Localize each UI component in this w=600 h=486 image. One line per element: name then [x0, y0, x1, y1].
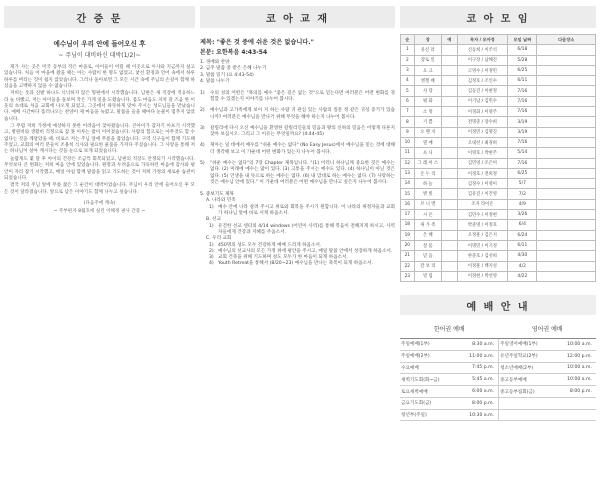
group-leader: 이영호 / 박현주	[457, 148, 508, 158]
group-date: 7/16	[508, 137, 537, 147]
english-service-name: 유년주일학교(2부)	[499, 350, 555, 362]
group-dot-cell	[441, 127, 457, 137]
group-row	[401, 240, 596, 250]
prayer-category: B. 선교	[206, 217, 221, 223]
study-question	[200, 91, 395, 104]
group-date: 6/11	[508, 76, 537, 86]
group-date: 3/19	[508, 127, 537, 137]
group-date: 6/18	[508, 45, 537, 55]
korean-service-time: 8:30 a.m.	[456, 339, 498, 351]
prayer-item	[200, 224, 395, 237]
group-leader: 이정훈 / 백지성	[457, 261, 508, 271]
study-header: 코 아 교 재	[200, 6, 395, 28]
korean-service-name: 청년부(주일)	[400, 409, 456, 421]
english-service-time: 8:00 p.m.	[554, 386, 596, 398]
prayer-text: 교회 건축을 위해 기도하며 성도 모두가 한 마음이 되게 하옵소서.	[218, 255, 348, 261]
group-next-place	[537, 240, 596, 250]
group-row	[401, 148, 596, 158]
worship-row	[400, 362, 596, 374]
group-number: 7	[401, 107, 415, 117]
group-date: 4/30	[508, 251, 537, 261]
group-leader: 이구장 / 남해진	[457, 55, 508, 65]
korean-service-name: 새벽기도회(화~금)	[400, 374, 456, 386]
group-next-place	[537, 230, 596, 240]
group-next-place	[537, 107, 596, 117]
col-header-next: 다음장소	[537, 35, 596, 45]
korean-service-time: 8:00 p.m.	[456, 397, 498, 409]
group-dot-cell	[441, 117, 457, 127]
group-row	[401, 65, 596, 75]
group-next-place	[537, 261, 596, 271]
study-passage: 본문: 요한복음 4:43-54	[200, 49, 268, 56]
group-leader: 고영수 / 이정민	[457, 65, 508, 75]
english-service-title: 영어권 예배	[499, 324, 596, 339]
group-date: 3/19	[508, 117, 537, 127]
group-next-place	[537, 117, 596, 127]
group-number: 4	[401, 76, 415, 86]
group-number: 3	[401, 65, 415, 75]
group-name: 시 온	[414, 210, 441, 220]
group-number: 9	[401, 127, 415, 137]
group-date: 4/2	[508, 261, 537, 271]
group-number: 21	[401, 251, 415, 261]
col-header-dot: 예	[441, 35, 457, 45]
prayer-text: 유진한 선교 센터의 4/14 windows (어린이 사역)를 통해 복음이 전해지게 하시고, 사역자들에게 건강과 지혜를 주옵소서.	[218, 223, 395, 235]
group-leader: 김민수 / 이정현	[457, 210, 508, 220]
continued-note: (다음주에 계속)	[83, 200, 116, 206]
group-number: 14	[401, 179, 415, 189]
group-leader: 김동진 / 이현정	[457, 86, 508, 96]
testimony-column	[4, 6, 195, 214]
study-section-item: 3. 말씀 읽기 (요 4:43-54)	[200, 72, 254, 78]
group-dot-cell	[441, 271, 457, 281]
prayer-item	[200, 261, 395, 267]
group-row	[401, 117, 596, 127]
group-dot-cell	[441, 76, 457, 86]
worship-row	[400, 339, 596, 351]
group-leader: 이명민 / 이기정	[457, 240, 508, 250]
col-header-leader: 목자 / 모아정	[457, 35, 508, 45]
english-service-name: 주일영어예배(1부)	[499, 339, 555, 351]
korean-service-time: 7:45 p.m.	[456, 362, 498, 374]
group-next-place	[537, 148, 596, 158]
testimony-paragraph: 그 무렵 저희 가정에 예상하지 못한 어려움이 찾아왔습니다. 큰아이가 갑자기 아프기 시작했고, 병원비와 생활비 걱정으로 잠 못 이루는 밤이 이어졌습니다. 사람의 힘으로는 아무것도 할 수 없다는 것을 깨달았을 때, 비로소 저는 주님 앞에 무릎을 꿇었습니다. 구역 식구들이 함께 기도해 주었고, 교회의 여러 분들이 조용히 식사와 필요한 물품을 가져다 주셨습니다. 그 사랑을 통해 저는 하나님이 살아 계시다는 것을 눈으로 보게 되었습니다.	[4, 124, 195, 155]
group-dot-cell	[441, 45, 457, 55]
prayer-number: 3)	[209, 255, 214, 261]
group-name: 엔젤 메	[414, 76, 441, 86]
group-dot-cell	[441, 158, 457, 168]
worship-row	[400, 397, 596, 409]
group-next-place	[537, 45, 596, 55]
group-row	[401, 86, 596, 96]
testimony-paragraph: 놀랍게도 몇 달 후 아이의 건강은 조금씩 회복되었고, 남편의 직장도 안정되기 시작했습니다. 무엇보다 큰 변화는 저희 마음 안에 있었습니다. 원망과 두려움으로 가득하던 마음에 감사와 평안이 자리 잡기 시작했고, 매일 아침 함께 말씀을 읽고 기도하는 것이 저희 가정의 새로운 습관이 되었습니다.	[4, 156, 195, 181]
group-leader: 김유진 / 이건영	[457, 189, 508, 199]
worship-row	[400, 409, 596, 421]
group-dot-cell	[441, 137, 457, 147]
group-leader: 김민영 / 조은미	[457, 158, 508, 168]
group-row	[401, 107, 596, 117]
group-number: 10	[401, 137, 415, 147]
worship-row	[400, 374, 596, 386]
group-leader: 박준영 / 이정호	[457, 220, 508, 230]
group-row	[401, 158, 596, 168]
group-leader: 이정현 / 박선영	[457, 271, 508, 281]
english-service-name	[499, 409, 555, 421]
group-name: 소 망	[414, 107, 441, 117]
group-leader: 조지 라이온	[457, 199, 508, 209]
col-header-date: 모임 날짜	[508, 35, 537, 45]
group-dot-cell	[441, 148, 457, 158]
group-name: 별 빛	[414, 189, 441, 199]
group-leader: 신동희 / 이주석	[457, 45, 508, 55]
group-number: 6	[401, 96, 415, 106]
group-date: 6/24	[508, 230, 537, 240]
question-text: "쉬운 예수는 없다"의 7장 Chapter 제목입니다. "(1) 이러니 하나님께 중요한 것은 예수는 없다. (2) 미래에 예수는 많이 있다. (3) 고통을 주시는 예수도 있다. (4) 하나님이 아닌 것은 없다. (5) 인생을 내 뜻으로 하는 예수는 없다. (6) 내 맘대로 하는 예수는 없다. (7) 사랑하는 것은 예수님 안에 있다." 이 가운데 여러분은 어떤 예수님을 만나고 싶은지 나누어 봅시다.	[210, 161, 395, 185]
english-service-name: 중고등부집회(금)	[499, 386, 555, 398]
group-row	[401, 199, 596, 209]
group-leader: 이기남 / 김민수	[457, 96, 508, 106]
group-name: 유신 라	[414, 45, 441, 55]
group-row	[401, 271, 596, 281]
group-leader: 이정민 / 김명진	[457, 127, 508, 137]
group-row	[401, 220, 596, 230]
testimony-title: 예수님이 우리 안에 들어오신 후	[53, 40, 146, 48]
group-row	[401, 230, 596, 240]
group-row	[401, 76, 596, 86]
prayer-item	[200, 205, 395, 218]
group-dot-cell	[441, 251, 457, 261]
group-number: 23	[401, 271, 415, 281]
group-table-body	[401, 45, 596, 282]
group-name: 평 화	[414, 96, 441, 106]
worship-table-body	[400, 339, 596, 421]
question-number: 4)	[200, 143, 205, 149]
group-dot-cell	[441, 261, 457, 271]
study-column	[200, 6, 395, 268]
group-next-place	[537, 96, 596, 106]
testimony-paragraph: 저희는 옷과 신발 하나도 넉넉하지 않은 형편에서 시작했습니다. 남편은 새 직장에 적응하느라 늘 바빴고, 저는 아이들을 돌보며 작은 가게 일을 도왔습니다. 몸도 마음도 지쳐 갈 즈음 한 이웃의 초대로 처음 교회에 나오게 되었고, 그곳에서 따뜻하게 맞아 주시는 성도님들을 만났습니다. 예배 시간마다 흘러나오는 찬양이 제 마음을 녹였고, 말씀을 들을 때마다 눈물이 멈추지 않았습니다.	[4, 91, 195, 122]
worship-table	[400, 324, 596, 421]
group-name: 믿 음	[414, 251, 441, 261]
group-number: 11	[401, 148, 415, 158]
english-service-name: 중고등부예배	[499, 374, 555, 386]
group-row	[401, 96, 596, 106]
group-name: 장로 일	[414, 55, 441, 65]
group-dot-cell	[441, 199, 457, 209]
testimony-paragraph: 제가 사는 곳은 미국 동부의 작은 마을로, 아이들이 어릴 때 이곳으로 이사와 지금까지 살고 있습니다. 처음 이 마을에 왔을 때는 아는 사람이 한 명도 없었고, 낯선 환경과 언어 속에서 하루하루를 버티는 것이 쉽지 않았습니다. 그러나 돌아보면 그 모든 시간 속에 주님의 손길이 함께 하셨음을 고백하지 않을 수 없습니다.	[4, 65, 195, 90]
prayer-text: 450명의 성도 모두 건강하게 예배 드리게 하옵소서.	[218, 242, 322, 248]
group-dot-cell	[441, 65, 457, 75]
group-table-header-row	[401, 35, 596, 45]
group-name: 기 쁨	[414, 117, 441, 127]
group-row	[401, 179, 596, 189]
question-text: 제아는 일 데에서 예수를 "쉬운 예수는 없다" (No Easy Jesus)에서 예수님을 믿는 것에 대해 더 생각해 보고 이 가운데 어떤 변화가 있는지 나누어 봅시다.	[210, 143, 395, 155]
group-number: 1	[401, 45, 415, 55]
group-header: 코 아 모 임	[400, 6, 596, 28]
study-questions	[200, 91, 395, 187]
group-dot-cell	[441, 168, 457, 178]
col-header-num: 순	[401, 35, 415, 45]
group-dot-cell	[441, 107, 457, 117]
group-date: 6/25	[508, 65, 537, 75]
study-question	[200, 108, 395, 121]
group-leader: 김정호 / 조인수	[457, 76, 508, 86]
group-leader: 오정훈 / 김은지	[457, 230, 508, 240]
korean-service-name: 주일예배(2부)	[400, 350, 456, 362]
english-service-name: 청소년예배(2부)	[499, 362, 555, 374]
question-number: 2)	[200, 108, 205, 114]
prayer-number: 1)	[209, 223, 214, 229]
group-name: 요 크	[414, 65, 441, 75]
korean-service-time: 11:00 a.m.	[456, 350, 498, 362]
group-number: 22	[401, 261, 415, 271]
group-name: 온 누 리	[414, 168, 441, 178]
group-name: 갈 보 리	[414, 261, 441, 271]
study-topic: 제목: "좋은 것 중에 쉬운 것은 없습니다."	[200, 39, 314, 46]
group-next-place	[537, 137, 596, 147]
prayer-header: 5. 중보기도 제목	[200, 192, 234, 198]
question-number: 3)	[200, 125, 205, 131]
group-number: 12	[401, 158, 415, 168]
group-next-place	[537, 65, 596, 75]
group-number: 5	[401, 86, 415, 96]
testimony-article	[4, 65, 195, 196]
english-service-time: 10:00 a.m.	[554, 362, 596, 374]
worship-header-row	[400, 324, 596, 339]
worship-section	[400, 295, 596, 421]
group-dot-cell	[441, 55, 457, 65]
group-number: 2	[401, 55, 415, 65]
group-date: 3/26	[508, 210, 537, 220]
testimony-signature: ~ 주부편지 8월호에 실린 이해정 권사 간증 ~	[53, 208, 146, 214]
group-next-place	[537, 76, 596, 86]
group-next-place	[537, 271, 596, 281]
group-name: 열 매	[414, 137, 441, 147]
english-service-time: 12:00 p.m.	[554, 350, 596, 362]
group-row	[401, 55, 596, 65]
group-next-place	[537, 210, 596, 220]
group-leader: 한준호 / 김선희	[457, 251, 508, 261]
group-date: 5/14	[508, 148, 537, 158]
group-next-place	[537, 251, 596, 261]
group-date: 5/28	[508, 55, 537, 65]
group-date: 7/16	[508, 107, 537, 117]
prayer-text: 예수님의 선교사의 모든 가정 위에 평안을 주시고, 매일 말씀 안에서 성장하게 하옵소서.	[218, 248, 393, 254]
group-date: 6/11	[508, 240, 537, 250]
group-next-place	[537, 179, 596, 189]
group-name: 새 가 족	[414, 220, 441, 230]
group-number: 13	[401, 168, 415, 178]
group-row	[401, 189, 596, 199]
prayer-category: A. 나라와 민족	[206, 198, 236, 204]
group-next-place	[537, 158, 596, 168]
korean-service-name: 토요새벽예배	[400, 386, 456, 398]
korean-service-time: 6:00 a.m.	[456, 386, 498, 398]
group-date: 5/7	[508, 179, 537, 189]
group-leader: 오대선 / 최경희	[457, 137, 508, 147]
group-row	[401, 127, 596, 137]
korean-service-title: 한어권 예배	[400, 324, 499, 339]
group-row	[401, 45, 596, 55]
prayer-text: 예수 안에 나라 살려 주시고 위로와 회복을 주시기 원합니다. 이 나라의 위정자들과 교회가 하나님 앞에 바로 서게 하옵소서.	[218, 204, 395, 217]
testimony-paragraph: 결국 저의 주님 앞에 무릎 꿇은 그 순간이 대박이었습니다. 주님이 우리 안에 들어오신 후 모든 것이 달라졌습니다. 앞으로 남은 이야기도 함께 나누고 싶습니다.	[4, 183, 195, 195]
question-number: 5)	[200, 161, 205, 166]
group-number: 16	[401, 199, 415, 209]
english-service-time: 10:00 a.m.	[554, 374, 596, 386]
korean-service-time: 10:30 a.m.	[456, 409, 498, 421]
prayer-number: 2)	[209, 248, 214, 254]
group-next-place	[537, 127, 596, 137]
korean-service-time: 5:45 a.m.	[456, 374, 498, 386]
group-leader: 전명준 / 장수희	[457, 117, 508, 127]
group-name: 샬 롬	[414, 240, 441, 250]
group-name: 은 혜	[414, 230, 441, 240]
question-text: 갈릴리에 다시 오신 예수님을 환영한 갈릴리인들의 믿음과 왕의 신하의 믿음은 어떻게 다른지 찾아 보십시오. 그리고 그 이유는 무엇일까요? (4:44-45)	[210, 125, 395, 138]
worship-row	[400, 350, 596, 362]
group-next-place	[537, 86, 596, 96]
group-column	[400, 6, 596, 282]
group-row	[401, 210, 596, 220]
study-question	[200, 143, 395, 156]
english-service-time	[554, 397, 596, 409]
group-date: 6/4	[508, 220, 537, 230]
group-row	[401, 168, 596, 178]
group-dot-cell	[441, 220, 457, 230]
group-date: 7/16	[508, 96, 537, 106]
prayer-category: C. 우리 교회	[206, 236, 232, 242]
english-service-time	[554, 409, 596, 421]
group-next-place	[537, 199, 596, 209]
study-question	[200, 126, 395, 139]
group-date: 4/9	[508, 199, 537, 209]
korean-service-name: 금요기도회(금)	[400, 397, 456, 409]
question-text: 수의 성의 어떤은 "목의를 예수 "좋은 길은 없는 것"으로 믿는다면 여러분은 어떤 변화를 경험할 수 있겠는지 이야기를 나누어 봅시다.	[210, 90, 395, 102]
testimony-header: 간 증 문	[4, 6, 195, 28]
group-leader: 이정화 / 이영주	[457, 107, 508, 117]
group-name: 오 렌 지	[414, 127, 441, 137]
group-dot-cell	[441, 189, 457, 199]
group-number: 8	[401, 117, 415, 127]
group-row	[401, 261, 596, 271]
group-date: 6/25	[508, 168, 537, 178]
group-date: 7/16	[508, 86, 537, 96]
english-service-name	[499, 397, 555, 409]
study-sections	[200, 60, 395, 86]
group-dot-cell	[441, 179, 457, 189]
study-section-item: 4. 말씀 나누기	[200, 79, 230, 85]
study-section-item: 2. 금주 말씀 중 받은 은혜 나누기	[200, 66, 267, 72]
study-question	[200, 161, 395, 186]
group-row	[401, 251, 596, 261]
group-number: 19	[401, 230, 415, 240]
worship-row	[400, 386, 596, 398]
group-next-place	[537, 220, 596, 230]
group-date: 7/2	[508, 189, 537, 199]
group-name: 그 레 이 스	[414, 158, 441, 168]
group-dot-cell	[441, 210, 457, 220]
testimony-subtitle: ~ 주님이 대비하신 대박(1/2)~	[58, 52, 141, 59]
question-number: 1)	[200, 90, 205, 96]
question-text: 예수님과 고가족에게 보이 지 하는 사람 귀 관심 있는 사람의 질문 정 같은 귀성 증거가 있습니까? 여러분은 예수님을 만나기 위해 무엇을 해야 하는지 나누어 봅시다.	[210, 108, 395, 120]
group-name: 빌 립	[414, 271, 441, 281]
group-leader: 김정수 / 이영미	[457, 179, 508, 189]
prayer-number: 1)	[209, 242, 214, 248]
korean-service-name: 수요예배	[400, 362, 456, 374]
group-date: 7/16	[508, 158, 537, 168]
group-name: 사 랑	[414, 86, 441, 96]
group-number: 17	[401, 210, 415, 220]
col-header-group: 장	[414, 35, 441, 45]
group-dot-cell	[441, 96, 457, 106]
group-dot-cell	[441, 240, 457, 250]
group-next-place	[537, 168, 596, 178]
prayer-list	[200, 198, 395, 267]
korean-service-name: 주일예배(1부)	[400, 339, 456, 351]
group-dot-cell	[441, 230, 457, 240]
group-row	[401, 137, 596, 147]
prayer-number: 4)	[209, 261, 214, 267]
group-date: 4/22	[508, 271, 537, 281]
prayer-text: Youth Retreat을 통해서 (8/20~23) 예수님을 만나는 축복이 되게 하옵소서.	[218, 261, 373, 267]
study-section-item: 1. 경배와 찬양	[200, 60, 230, 65]
group-table	[400, 34, 596, 282]
group-next-place	[537, 189, 596, 199]
group-number: 18	[401, 220, 415, 230]
group-name: 프 니	[414, 148, 441, 158]
group-name: 하 늘	[414, 179, 441, 189]
group-number: 20	[401, 240, 415, 250]
group-number: 15	[401, 189, 415, 199]
english-service-time: 10:00 a.m.	[554, 339, 596, 351]
group-dot-cell	[441, 86, 457, 96]
group-leader: 이정호 / 전희정	[457, 168, 508, 178]
prayer-number: 1)	[209, 204, 214, 210]
group-name: 브 니 엘	[414, 199, 441, 209]
worship-header: 예 배 안 내	[400, 295, 596, 315]
group-next-place	[537, 55, 596, 65]
